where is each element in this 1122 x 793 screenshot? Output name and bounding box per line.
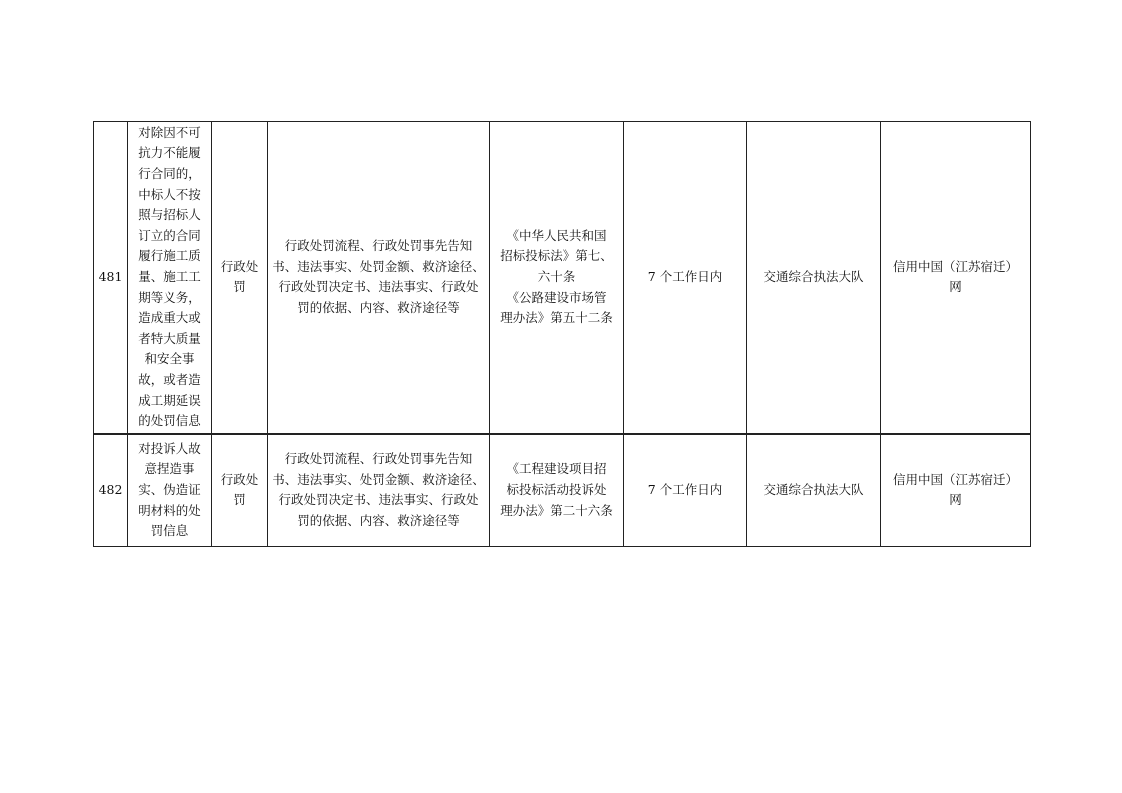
- table-row: [94, 434, 1031, 547]
- content-line: 行政处罚决定书、违法事实、行政处: [278, 279, 479, 295]
- content-line: 书、违法事实、处罚金额、救济途径、: [272, 258, 485, 274]
- category-line: 行政处: [220, 471, 259, 487]
- legal-basis-cell: [490, 434, 624, 547]
- item-name-line: 行合同的，: [138, 165, 201, 181]
- basis-line: 理办法》第五十二条: [500, 310, 613, 326]
- item-number: 481: [98, 268, 123, 284]
- content-line: 行政处罚流程、行政处罚事先告知: [284, 451, 473, 467]
- item-name-cell: [128, 434, 212, 547]
- content-line: 书、违法事实、处罚金额、救济途径、: [272, 471, 485, 487]
- channel-line: 信用中国（江苏宿迁）: [892, 258, 1018, 274]
- channel-line: 网: [949, 492, 962, 508]
- basis-line: 《公路建设市场管: [506, 289, 607, 305]
- disclosure-content-cell: [268, 434, 490, 547]
- channel-cell: [881, 122, 1031, 434]
- item-number: 482: [98, 481, 123, 497]
- basis-line: 《工程建设项目招: [506, 461, 607, 477]
- item-name-line: 照与招标人: [138, 207, 201, 223]
- basis-line: 招标投标法》第七、: [500, 248, 613, 264]
- table-row: [94, 122, 1031, 434]
- basis-line: 六十条: [537, 268, 576, 284]
- channel-cell: [881, 434, 1031, 547]
- time-limit: 7 个工作日内: [647, 481, 723, 497]
- item-name-line: 者特大质量: [138, 330, 201, 346]
- content-line: 行政处罚流程、行政处罚事先告知: [284, 238, 473, 254]
- content-line: 罚的依据、内容、救济途径等: [297, 299, 460, 315]
- item-name-line: 订立的合同: [138, 227, 201, 243]
- item-name-cell: [128, 122, 212, 434]
- disclosure-subject: 交通综合执法大队: [763, 268, 864, 284]
- item-name-line: 的处罚信息: [138, 413, 201, 429]
- legal-basis-cell: [490, 122, 624, 434]
- content-line: 行政处罚决定书、违法事实、行政处: [278, 492, 479, 508]
- item-number-cell: [94, 434, 128, 547]
- channel-line: 信用中国（江苏宿迁）: [892, 471, 1018, 487]
- item-name-line: 造成重大或: [138, 310, 201, 326]
- item-name-line: 意捏造事: [144, 461, 195, 477]
- item-name-line: 对除因不可: [138, 124, 201, 140]
- basis-line: 理办法》第二十六条: [500, 502, 613, 518]
- channel-line: 网: [949, 279, 962, 295]
- time-limit-cell: [624, 122, 747, 434]
- category-cell: [212, 434, 268, 547]
- item-name-line: 罚信息: [150, 523, 189, 539]
- subject-cell: [747, 434, 881, 547]
- basis-line: 标投标活动投诉处: [506, 481, 607, 497]
- time-limit-cell: [624, 434, 747, 547]
- content-line: 罚的依据、内容、救济途径等: [297, 512, 460, 528]
- item-name-line: 量、施工工: [138, 268, 201, 284]
- category-line: 罚: [233, 279, 246, 295]
- disclosure-table: [93, 121, 1031, 547]
- time-limit: 7 个工作日内: [647, 268, 723, 284]
- item-name-line: 期等义务，: [138, 289, 201, 305]
- item-name-line: 明材料的处: [138, 502, 201, 518]
- item-name-line: 成工期延误: [138, 392, 201, 408]
- item-name-line: 实、伪造证: [138, 481, 201, 497]
- category-line: 行政处: [220, 258, 259, 274]
- item-name-line: 履行施工质: [138, 248, 201, 264]
- item-name-line: 抗力不能履: [138, 145, 201, 161]
- subject-cell: [747, 122, 881, 434]
- item-name-line: 对投诉人故: [138, 440, 201, 456]
- item-number-cell: [94, 122, 128, 434]
- item-name-line: 故，或者造: [138, 371, 201, 387]
- basis-line: 《中华人民共和国: [506, 227, 607, 243]
- category-cell: [212, 122, 268, 434]
- disclosure-subject: 交通综合执法大队: [763, 481, 864, 497]
- item-name-line: 和安全事: [144, 351, 195, 367]
- item-name-line: 中标人不按: [138, 186, 201, 202]
- category-line: 罚: [233, 492, 246, 508]
- disclosure-content-cell: [268, 122, 490, 434]
